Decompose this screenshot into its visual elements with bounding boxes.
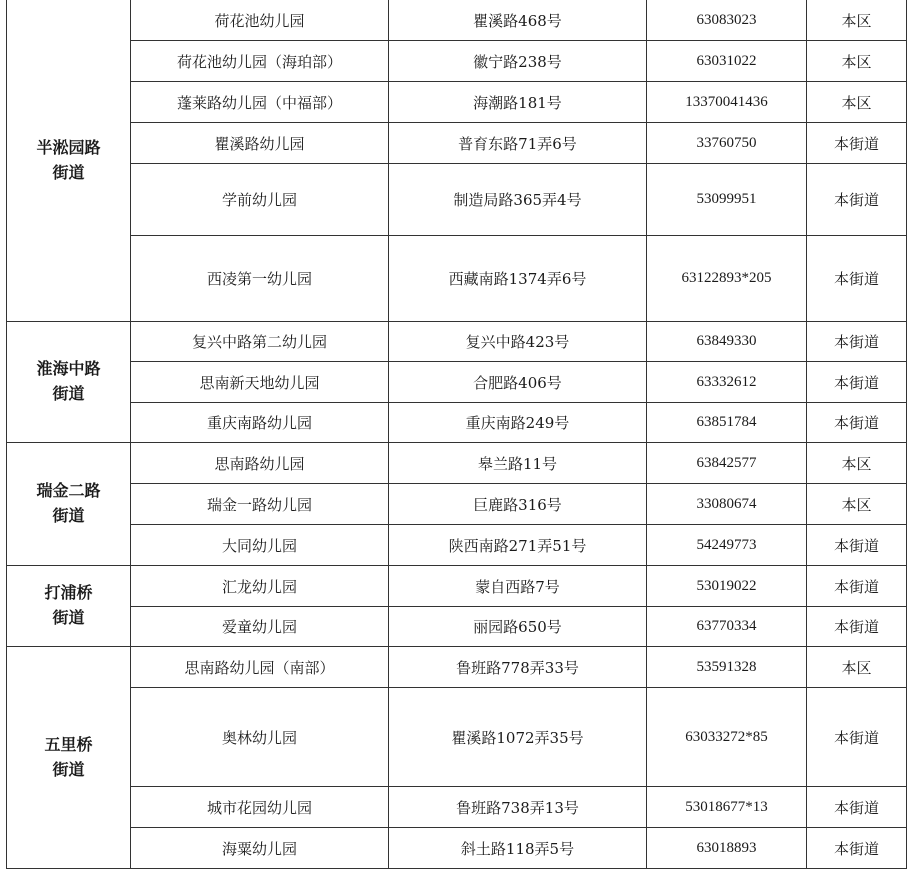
address-cell: 巨鹿路316号 (389, 484, 647, 525)
phone-cell: 33760750 (647, 123, 807, 164)
phone-cell: 53099951 (647, 164, 807, 236)
table-row (7, 236, 907, 322)
district-cell (7, 322, 131, 443)
kindergarten-name-cell: 瑞金一路幼儿园 (131, 484, 389, 525)
address-cell: 制造局路365弄4号 (389, 164, 647, 236)
kindergarten-name-cell: 思南路幼儿园 (131, 443, 389, 484)
address-cell: 海潮路181号 (389, 82, 647, 123)
phone-cell: 53018677*13 (647, 787, 807, 828)
table-row (7, 607, 907, 647)
address-cell: 复兴中路423号 (389, 322, 647, 362)
address-cell: 鲁班路738弄13号 (389, 787, 647, 828)
enrollment-scope-cell: 本街道 (807, 236, 907, 322)
table-row (7, 322, 907, 362)
kindergarten-name-cell: 学前幼儿园 (131, 164, 389, 236)
table-row (7, 164, 907, 236)
table-row (7, 566, 907, 607)
district-name-line1: 瑞金二路 (36, 481, 101, 501)
kindergarten-name-cell: 复兴中路第二幼儿园 (131, 322, 389, 362)
address-cell: 蒙自西路7号 (389, 566, 647, 607)
kindergarten-name-cell: 重庆南路幼儿园 (131, 403, 389, 443)
phone-cell: 63122893*205 (647, 236, 807, 322)
address-cell: 西藏南路1374弄6号 (389, 236, 647, 322)
enrollment-scope-cell: 本区 (807, 82, 907, 123)
enrollment-scope-cell: 本区 (807, 0, 907, 41)
enrollment-scope-cell: 本区 (807, 41, 907, 82)
address-cell: 瞿溪路468号 (389, 0, 647, 41)
kindergarten-name-cell: 大同幼儿园 (131, 525, 389, 566)
table-row (7, 525, 907, 566)
phone-cell: 63031022 (647, 41, 807, 82)
enrollment-scope-cell: 本区 (807, 484, 907, 525)
kindergarten-name-cell: 城市花园幼儿园 (131, 787, 389, 828)
phone-cell: 63033272*85 (647, 688, 807, 787)
table-row (7, 123, 907, 164)
address-cell: 重庆南路249号 (389, 403, 647, 443)
table-row (7, 443, 907, 484)
enrollment-scope-cell: 本街道 (807, 362, 907, 403)
district-cell (7, 443, 131, 566)
enrollment-scope-cell: 本区 (807, 647, 907, 688)
kindergarten-name-cell: 西凌第一幼儿园 (131, 236, 389, 322)
enrollment-scope-cell: 本街道 (807, 828, 907, 869)
phone-cell: 53019022 (647, 566, 807, 607)
phone-cell: 63849330 (647, 322, 807, 362)
enrollment-scope-cell: 本街道 (807, 607, 907, 647)
address-cell: 徽宁路238号 (389, 41, 647, 82)
kindergarten-name-cell: 爱童幼儿园 (131, 607, 389, 647)
address-cell: 皋兰路11号 (389, 443, 647, 484)
enrollment-scope-cell: 本街道 (807, 688, 907, 787)
phone-cell: 63332612 (647, 362, 807, 403)
kindergarten-name-cell: 荷花池幼儿园（海珀部） (131, 41, 389, 82)
enrollment-scope-cell: 本街道 (807, 525, 907, 566)
kindergarten-name-cell: 蓬莱路幼儿园（中福部） (131, 82, 389, 123)
phone-cell: 63770334 (647, 607, 807, 647)
table-row (7, 647, 907, 688)
district-name-line2: 街道 (52, 759, 85, 779)
phone-cell: 63083023 (647, 0, 807, 41)
enrollment-scope-cell: 本街道 (807, 566, 907, 607)
enrollment-scope-cell: 本区 (807, 443, 907, 484)
phone-cell: 13370041436 (647, 82, 807, 123)
district-name-line1: 打浦桥 (44, 583, 93, 603)
enrollment-scope-cell: 本街道 (807, 322, 907, 362)
district-name-line1: 半淞园路 (36, 137, 101, 157)
table-row (7, 82, 907, 123)
district-cell (7, 0, 131, 322)
district-name-line2: 街道 (52, 608, 85, 627)
address-cell: 合肥路406号 (389, 362, 647, 403)
table-row (7, 688, 907, 787)
kindergarten-name-cell: 海粟幼儿园 (131, 828, 389, 869)
kindergarten-table (6, 0, 907, 869)
address-cell: 瞿溪路1072弄35号 (389, 688, 647, 787)
phone-cell: 33080674 (647, 484, 807, 525)
kindergarten-name-cell: 汇龙幼儿园 (131, 566, 389, 607)
district-cell (7, 566, 131, 647)
table-row (7, 362, 907, 403)
kindergarten-name-cell: 思南路幼儿园（南部） (131, 647, 389, 688)
table-row (7, 41, 907, 82)
table-row (7, 484, 907, 525)
address-cell: 丽园路650号 (389, 607, 647, 647)
kindergarten-name-cell: 瞿溪路幼儿园 (131, 123, 389, 164)
address-cell: 鲁班路778弄33号 (389, 647, 647, 688)
address-cell: 斜土路118弄5号 (389, 828, 647, 869)
enrollment-scope-cell: 本街道 (807, 164, 907, 236)
district-cell (7, 647, 131, 869)
phone-cell: 53591328 (647, 647, 807, 688)
phone-cell: 63842577 (647, 443, 807, 484)
phone-cell: 54249773 (647, 525, 807, 566)
address-cell: 普育东路71弄6号 (389, 123, 647, 164)
table-row (7, 0, 907, 41)
phone-cell: 63018893 (647, 828, 807, 869)
kindergarten-name-cell: 荷花池幼儿园 (131, 0, 389, 41)
district-name-line2: 街道 (52, 506, 85, 525)
district-name-line1: 淮海中路 (36, 359, 101, 379)
enrollment-scope-cell: 本街道 (807, 403, 907, 443)
phone-cell: 63851784 (647, 403, 807, 443)
table-row (7, 828, 907, 869)
enrollment-scope-cell: 本街道 (807, 787, 907, 828)
table-row (7, 787, 907, 828)
district-name-line2: 街道 (52, 162, 85, 182)
kindergarten-name-cell: 奥林幼儿园 (131, 688, 389, 787)
kindergarten-name-cell: 思南新天地幼儿园 (131, 362, 389, 403)
table-body (7, 0, 907, 869)
district-name-line2: 街道 (52, 384, 85, 403)
district-name-line1: 五里桥 (44, 734, 93, 754)
enrollment-scope-cell: 本街道 (807, 123, 907, 164)
address-cell: 陕西南路271弄51号 (389, 525, 647, 566)
table-row (7, 403, 907, 443)
